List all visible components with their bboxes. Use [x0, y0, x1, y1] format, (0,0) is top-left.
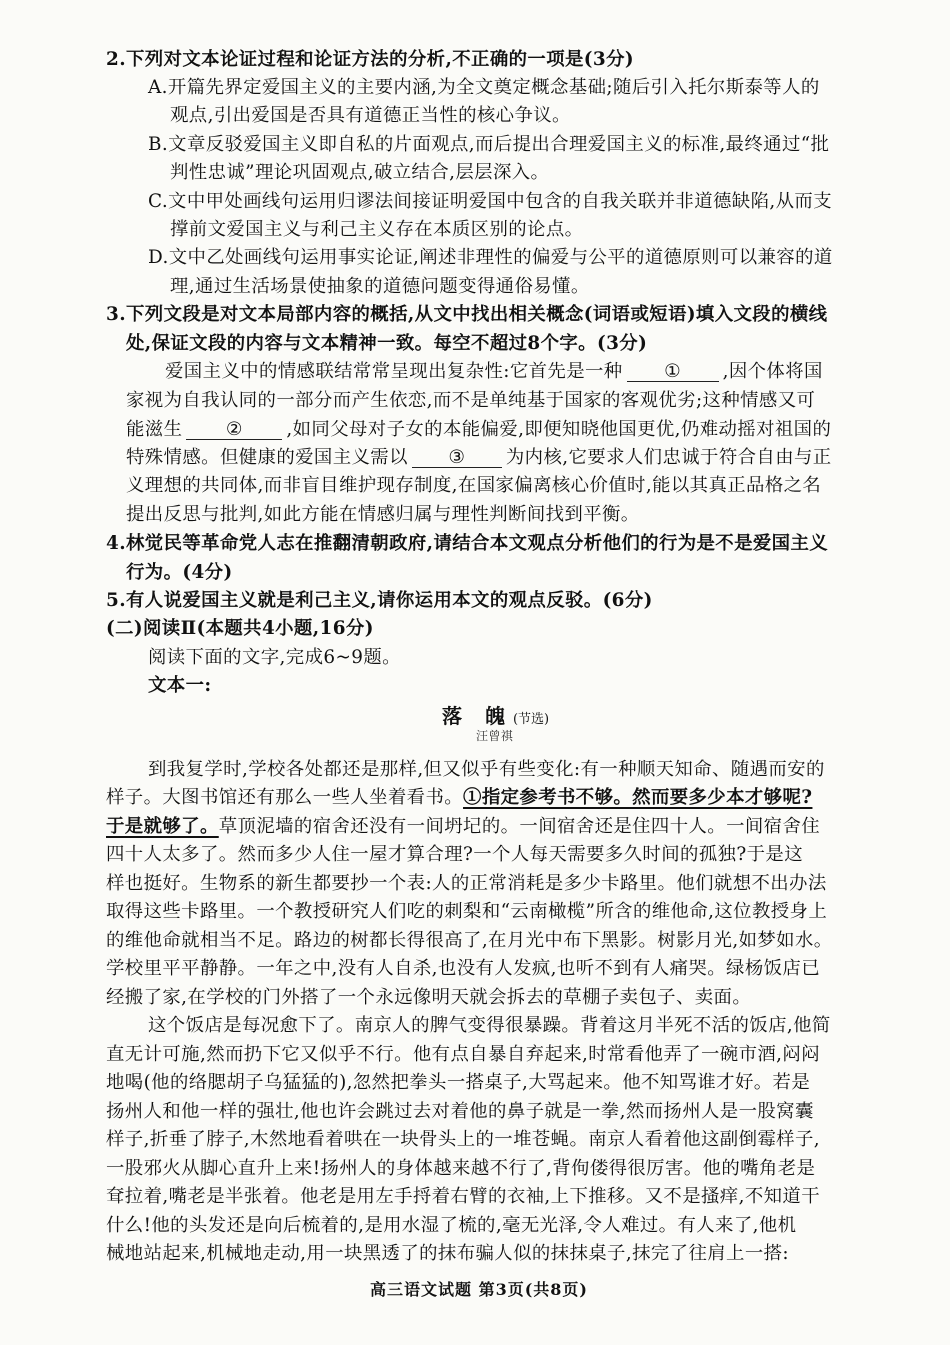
fill-blank-3[interactable]: ③ [412, 447, 502, 468]
story-line-6: 取得这些卡路里。一个教授研究人们吃的刺梨和“云南橄榄”所含的维他命,这位教授身上 [106, 901, 828, 922]
q3-passage-line2: 家视为自我认同的一部分而产生依恋,而不是单纯基于国家的客观优劣;这种情感又可 [126, 390, 816, 411]
story-line-2: 样子。大图书馆还有那么一些人坐着看书。①指定参考书不够。然而要多少本才够呢? [106, 787, 813, 808]
q4-line1: 4.林觉民等革命党人志在推翻清朝政府,请结合本文观点分析他们的行为是不是爱国主义 [106, 533, 829, 554]
q2-option-d-line2: 理,通过生活场景使抽象的道德问题变得通俗易懂。 [170, 276, 590, 297]
q2-option-a-line1: A.开篇先界定爱国主义的主要内涵,为全文奠定概念基础;随后引入托尔斯泰等人的 [148, 77, 820, 98]
story-author: 汪曾祺 [476, 729, 514, 743]
q2-option-d-line1: D.文中乙处画线句运用事实论证,阐述非理性的偏爱与公平的道德原则可以兼容的道 [148, 247, 833, 268]
story-line-9: 经搬了家,在学校的门外搭了一个永远像明天就会拆去的草棚子卖包子、卖面。 [106, 987, 752, 1008]
fill-blank-1[interactable]: ① [627, 361, 719, 382]
story-line-10: 这个饭店是每况愈下了。南京人的脾气变得很暴躁。背着这月半死不活的饭店,他简 [148, 1015, 831, 1036]
q2-option-b-line1: B.文章反驳爱国主义即自私的片面观点,而后提出合理爱国主义的标准,最终通过“批 [148, 134, 830, 155]
q4-line2: 行为。(4分) [126, 562, 233, 583]
q3-stem-line2: 处,保证文段的内容与文本精神一致。每空不超过8个字。(3分) [126, 333, 648, 354]
story-line-15: 一股邪火从脚心直升上来!扬州人的身体越来越不行了,背佝偻得很厉害。他的嘴角老是 [106, 1158, 816, 1179]
q5-stem: 5.有人说爱国主义就是利己主义,请你运用本文的观点反驳。(6分) [106, 590, 653, 611]
story-line-4: 四十人太多了。然而多少人住一屋才算合理?一个人每天需要多久时间的孤独?于是这 [106, 844, 803, 865]
q3-passage-line1: 爱国主义中的情感联结常常呈现出复杂性:它首先是一种 ① ,因个体将国 [165, 361, 823, 382]
q2-option-b-line2: 判性忠诚”理论巩固观点,破立结合,层层深入。 [170, 162, 550, 183]
story-line-18: 械地站起来,机械地走动,用一块黑透了的抹布骗人似的抹抹桌子,抹完了往肩上一搭: [106, 1243, 790, 1264]
story-line-14: 样子,折垂了脖子,木然地看着哄在一块骨头上的一堆苍蝇。南京人看着他这副倒霉样子, [106, 1129, 820, 1150]
story-line-5: 样也挺好。生物系的新生都要抄一个表:人的正常消耗是多少卡路里。他们就想不出办法 [106, 873, 827, 894]
fill-blank-2[interactable]: ② [186, 419, 282, 440]
q3-passage-line6: 提出反思与批判,如此方能在情感归属与理性判断间找到平衡。 [126, 504, 640, 525]
q3-stem-line1: 3.下列文段是对文本局部内容的概括,从文中找出相关概念(词语或短语)填入文段的横线 [106, 304, 828, 325]
story-line-1: 到我复学时,学校各处都还是那样,但又似乎有些变化:有一种顺天知命、随遇而安的 [148, 759, 825, 780]
q3-passage-line4: 特殊情感。但健康的爱国主义需以 ③ 为内核,它要求人们忠诚于符合自由与正 [126, 447, 832, 468]
q2-option-a-line2: 观点,引出爱国是否具有道德正当性的核心争议。 [170, 105, 571, 126]
page-footer: 高三语文试题 第3页(共8页) [370, 1280, 588, 1299]
story-title: 落 魄 [442, 704, 513, 728]
story-line-17: 什么!他的头发还是向后梳着的,是用水湿了梳的,毫无光泽,令人难过。有人来了,他机 [106, 1215, 797, 1236]
story-title-note: (节选) [512, 712, 550, 727]
q3-passage-line3: 能滋生 ② ,如同父母对子女的本能偏爱,即便知晓他国更优,仍难动摇对祖国的 [126, 419, 832, 440]
story-line-3: 于是就够了。草顶泥墙的宿舍还没有一间坍圮的。一间宿舍还是住四十人。一间宿舍住 [106, 816, 821, 837]
q2-option-c-line2: 撑前文爱国主义与利己主义存在本质区别的论点。 [170, 219, 584, 240]
text-one-label: 文本一: [148, 675, 212, 696]
story-line-13: 扬州人和他一样的强壮,他也许会跳过去对着他的鼻子就是一拳,然而扬州人是一股窝囊 [106, 1101, 814, 1122]
q2-option-c-line1: C.文中甲处画线句运用归谬法间接证明爱国中包含的自我关联并非道德缺陷,从而支 [148, 191, 832, 212]
q2-stem: 2.下列对文本论证过程和论证方法的分析,不正确的一项是(3分) [106, 49, 634, 70]
story-line-16: 耷拉着,嘴老是半张着。他老是用左手捋着右臂的衣袖,上下推移。又不是搔痒,不知道干 [106, 1186, 820, 1207]
section-header: (二)阅读Ⅱ(本题共4小题,16分) [106, 618, 374, 639]
section-instruction: 阅读下面的文字,完成6~9题。 [148, 647, 401, 668]
story-line-11: 直无计可施,然而扔下它又似乎不行。他有点自暴自弃起来,时常看他弄了一碗市酒,闷闷 [106, 1044, 820, 1065]
q3-passage-line5: 义理想的共同体,而非盲目维护现存制度,在国家偏离核心价值时,能以其真正品格之名 [126, 475, 822, 496]
story-line-8: 学校里平平静静。一年之中,没有人自杀,也没有人发疯,也听不到有人痛哭。绿杨饭店已 [106, 958, 820, 979]
underlined-sentence-1-end: 于是就够了。 [106, 816, 219, 837]
story-line-12: 地喝(他的络腮胡子乌猛猛的),忽然把拳头一搭桌子,大骂起来。他不知骂谁才好。若是 [106, 1072, 811, 1093]
underlined-sentence-1: ①指定参考书不够。然而要多少本才够呢? [463, 787, 813, 808]
story-line-7: 的维他命就相当不足。路边的树都长得很高了,在月光中布下黑影。树影月光,如梦如水。 [106, 930, 833, 951]
